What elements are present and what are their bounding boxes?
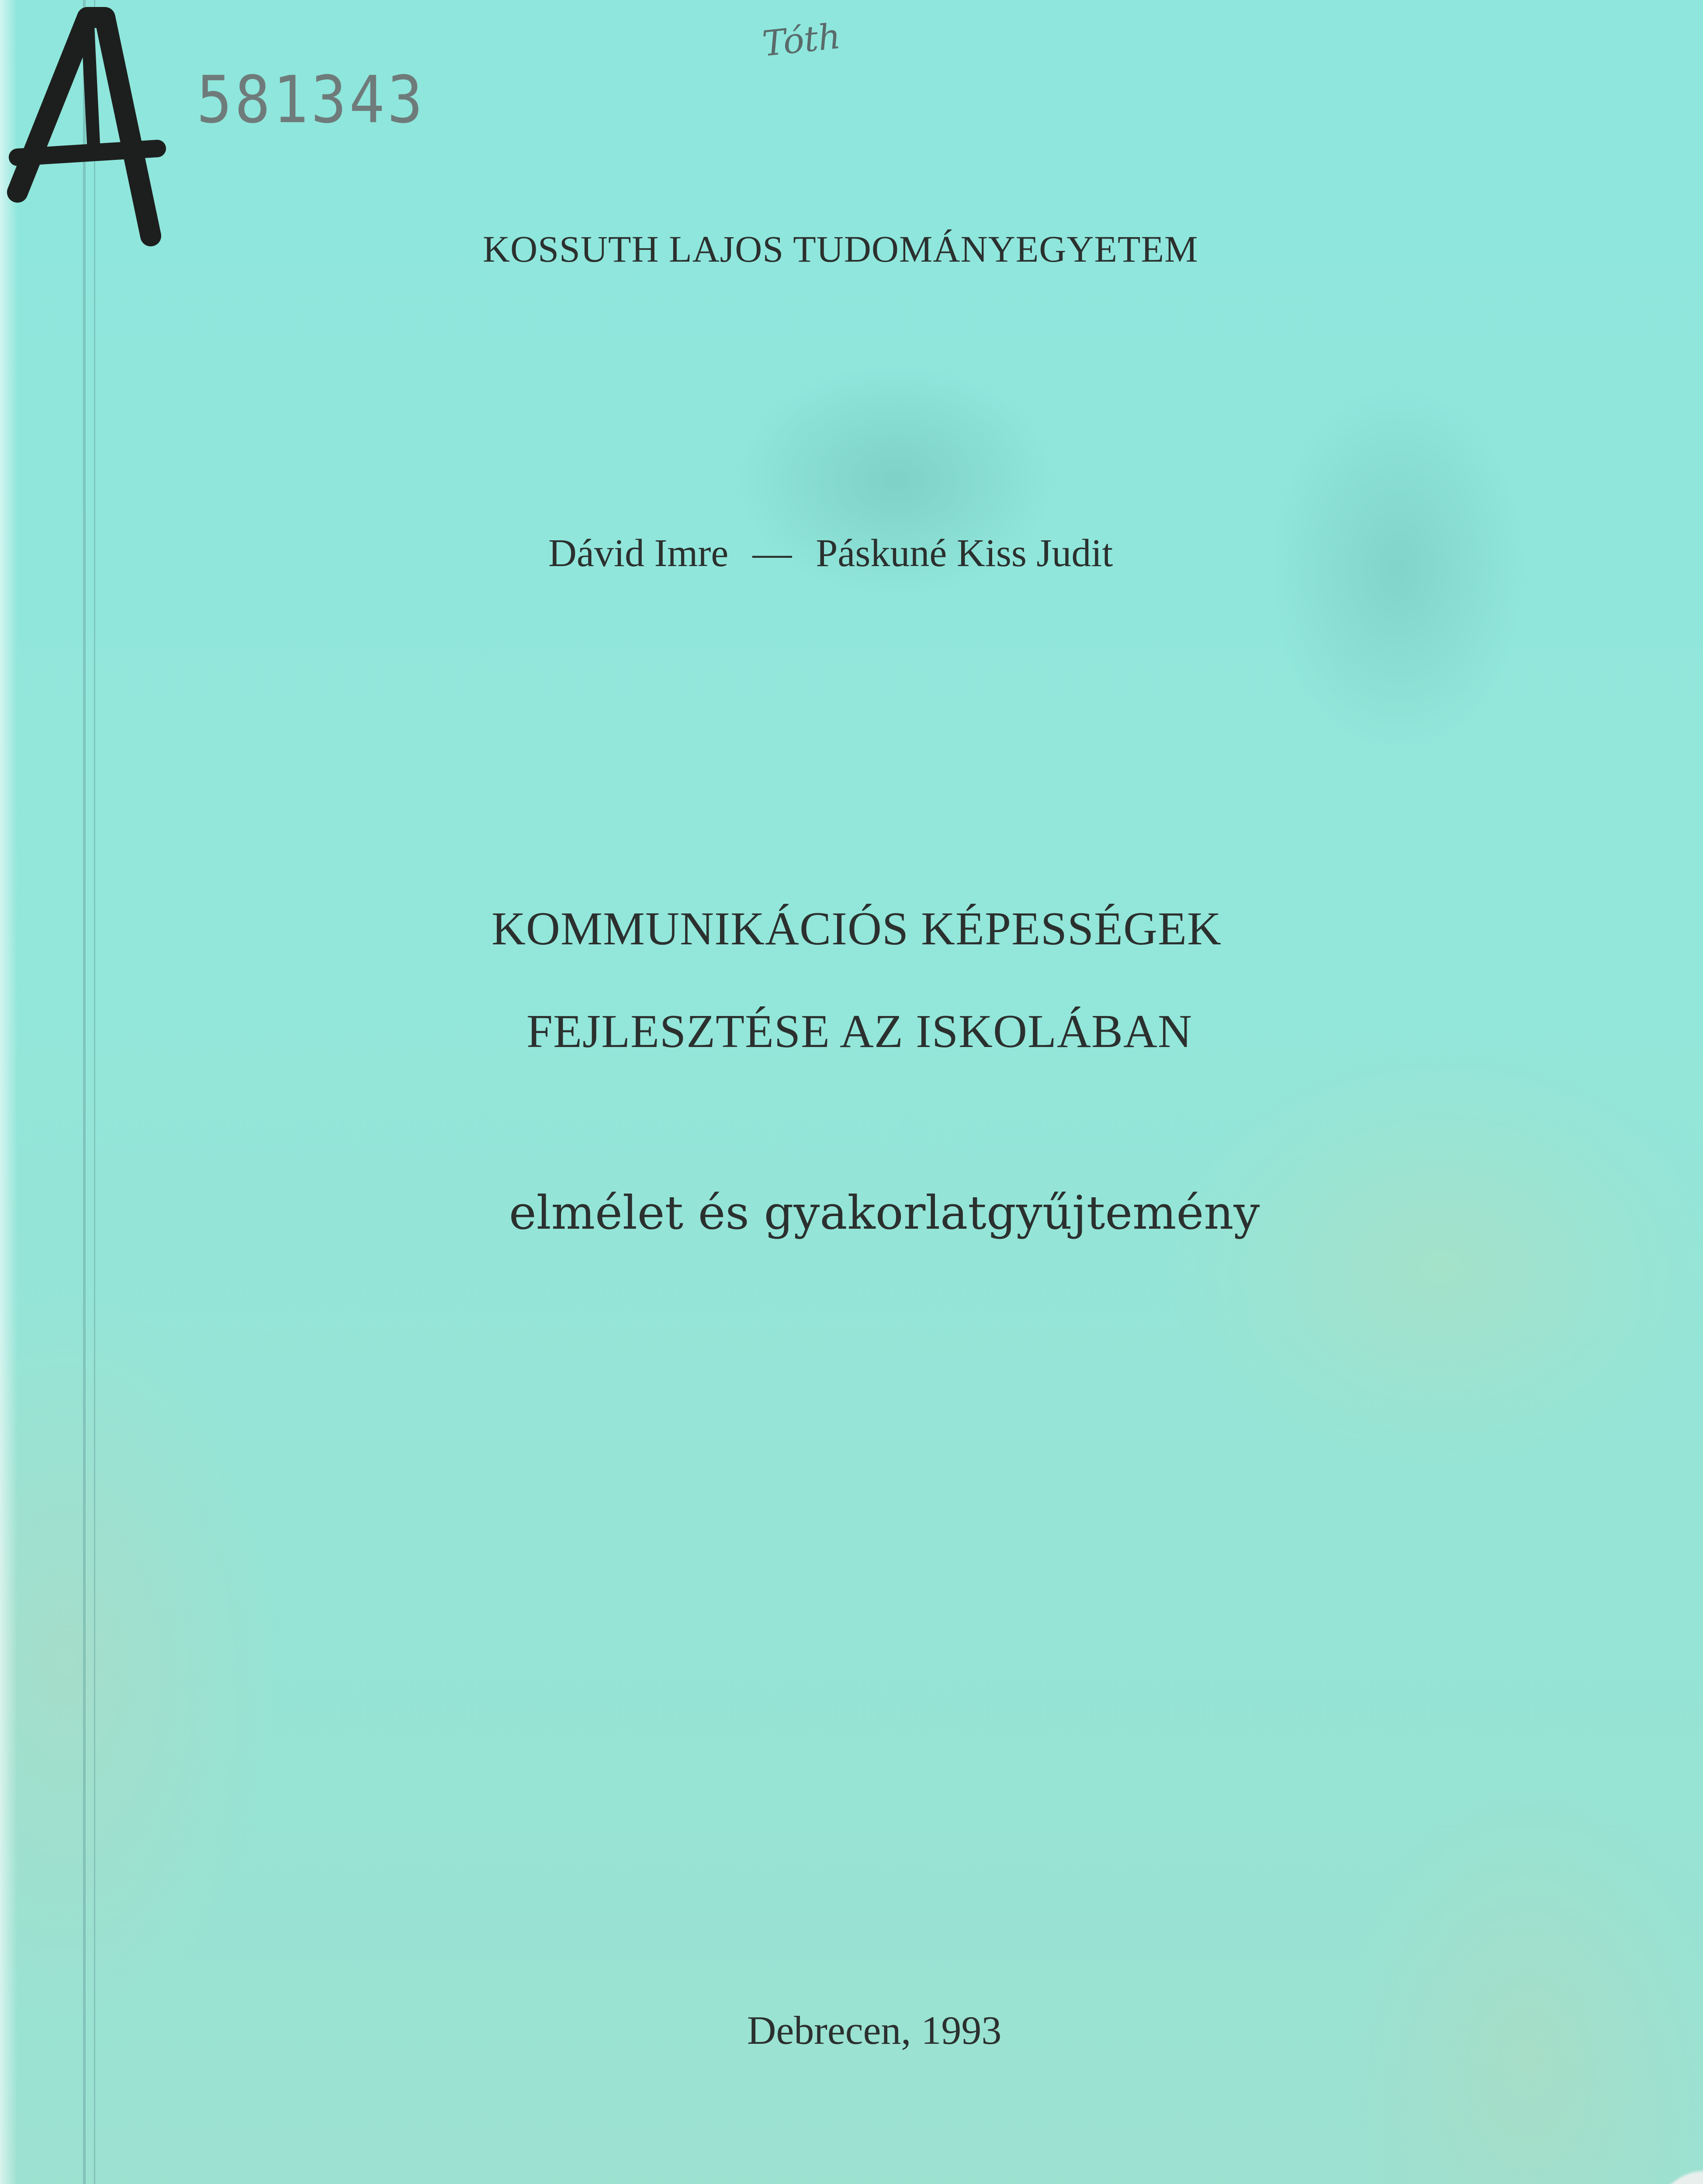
- spine-crease-inner: [94, 0, 95, 2184]
- book-subtitle: elmélet és gyakorlatgyűjtemény: [509, 1186, 1260, 1240]
- book-title-line-2: FEJLESZTÉSE AZ ISKOLÁBAN: [526, 1006, 1193, 1057]
- spine-crease: [83, 0, 86, 2184]
- author-second: Páskuné Kiss Judit: [816, 532, 1113, 575]
- book-title-line-1: KOMMUNIKÁCIÓS KÉPESSÉGEK: [492, 903, 1222, 955]
- university-name: KOSSUTH LAJOS TUDOMÁNYEGYETEM: [483, 228, 1198, 270]
- handwritten-note: Tóth: [760, 15, 843, 65]
- torn-corner: [1589, 2132, 1703, 2184]
- place-and-year: Debrecen, 1993: [747, 2008, 1002, 2053]
- authors-line: [548, 531, 1113, 576]
- handwritten-letter-a: [0, 0, 175, 262]
- author-first: Dávid Imre: [548, 532, 729, 575]
- inventory-stamp-number: 581343: [197, 62, 426, 138]
- author-separator: —: [752, 532, 792, 575]
- cover-left-edge: [0, 0, 17, 2184]
